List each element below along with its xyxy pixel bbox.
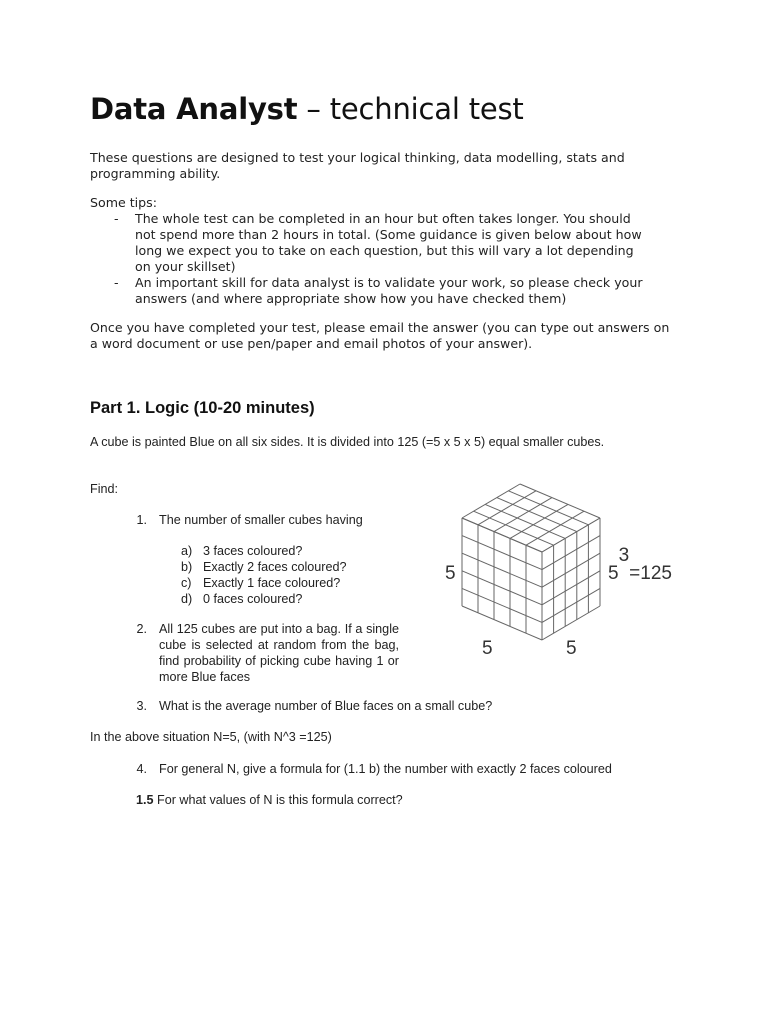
cube-grid-line xyxy=(494,498,552,532)
sub-question: a) 3 faces coloured? xyxy=(181,544,303,558)
tip-item: - The whole test can be completed in an hour but often takes longer. You should not spend more than 2 hours in total. (Some guidance is given below about how long we expect you to take on each question, but this will vary a lot depending on your skillset) xyxy=(114,211,642,274)
tip-item: - An important skill for data analyst is to validate your work, so please check your answers (and where appropriate show how you have checked them) xyxy=(114,275,643,306)
tip-text: An important skill for data analyst is to validate your work, so please check your answers (and where appropriate show how you have checked them) xyxy=(135,275,643,306)
cube-grid-line xyxy=(462,588,542,622)
title-bold: Data Analyst xyxy=(90,92,298,126)
cube-grid-line xyxy=(510,504,568,538)
tips-heading: Some tips: xyxy=(90,195,157,210)
cube-right-label: 53=125 xyxy=(608,545,672,584)
question-number: 3. xyxy=(136,699,147,713)
cube-figure xyxy=(440,480,690,655)
intro-paragraph: These questions are designed to test your logical thinking, data modelling, stats and programming ability. xyxy=(90,150,625,181)
tip-text: The whole test can be completed in an hour but often takes longer. You should not spend more than 2 hours in total. (Some guidance is given below about how long we expect you to take on each question, but this will vary a lot depending on your skillset) xyxy=(135,211,642,274)
sub-question: c) Exactly 1 face coloured? xyxy=(181,576,341,590)
cube-grid-diagram xyxy=(440,480,690,655)
question-1-text: The number of smaller cubes having xyxy=(159,513,363,527)
cube-grid-line xyxy=(478,491,536,525)
sub-question: b) Exactly 2 faces coloured? xyxy=(181,560,347,574)
question-number: 4. xyxy=(136,762,147,776)
cube-grid-line xyxy=(542,571,600,605)
question-3-text: What is the average number of Blue faces on a small cube? xyxy=(159,699,493,713)
cube-grid-line xyxy=(462,571,542,605)
question-1-5-text: For what values of N is this formula correct? xyxy=(153,793,403,807)
cube-grid-lines xyxy=(462,484,600,640)
cube-grid-line xyxy=(462,536,542,570)
cube-bottom-left-label: 5 xyxy=(482,638,493,655)
cube-grid-line xyxy=(462,484,520,518)
cube-grid-line xyxy=(542,518,600,552)
question-2-text: All 125 cubes are put into a bag. If a single cube is selected at random from the bag, find probability of picking cube having 1 or more Blue faces xyxy=(159,622,399,684)
title-rest: – technical test xyxy=(297,92,524,126)
sub-question: d) 0 faces coloured? xyxy=(181,592,303,606)
question-1-5-number: 1.5 xyxy=(136,793,154,807)
page-title xyxy=(90,92,524,126)
part1-description: A cube is painted Blue on all six sides. It is divided into 125 (=5 x 5 x 5) equal smaller cubes. xyxy=(90,435,605,449)
cube-grid-line xyxy=(542,553,600,587)
completion-paragraph: Once you have completed your test, please email the answer (you can type out answers on a word document or use pen/paper and email photos of your answer). xyxy=(90,320,670,351)
cube-grid-line xyxy=(526,511,584,545)
cube-grid-line xyxy=(462,553,542,587)
cube-grid-line xyxy=(542,536,600,570)
part1-heading: Part 1. Logic (10-20 minutes) xyxy=(90,399,315,417)
cube-grid-line xyxy=(542,588,600,622)
tips-section xyxy=(90,195,650,307)
tips-list xyxy=(90,211,650,307)
cube-grid-line xyxy=(462,606,542,640)
cube-bottom-right-label: 5 xyxy=(566,638,577,655)
question-1-5 xyxy=(136,792,403,808)
cube-left-label: 5 xyxy=(445,563,456,584)
question-number: 2. xyxy=(136,622,147,636)
question-4-text: For general N, give a formula for (1.1 b) the number with exactly 2 faces coloured xyxy=(159,762,612,776)
situation-text: In the above situation N=5, (with N^3 =125) xyxy=(90,730,332,744)
find-label: Find: xyxy=(90,482,118,496)
question-number: 1. xyxy=(136,513,147,527)
cube-grid-line xyxy=(542,606,600,640)
